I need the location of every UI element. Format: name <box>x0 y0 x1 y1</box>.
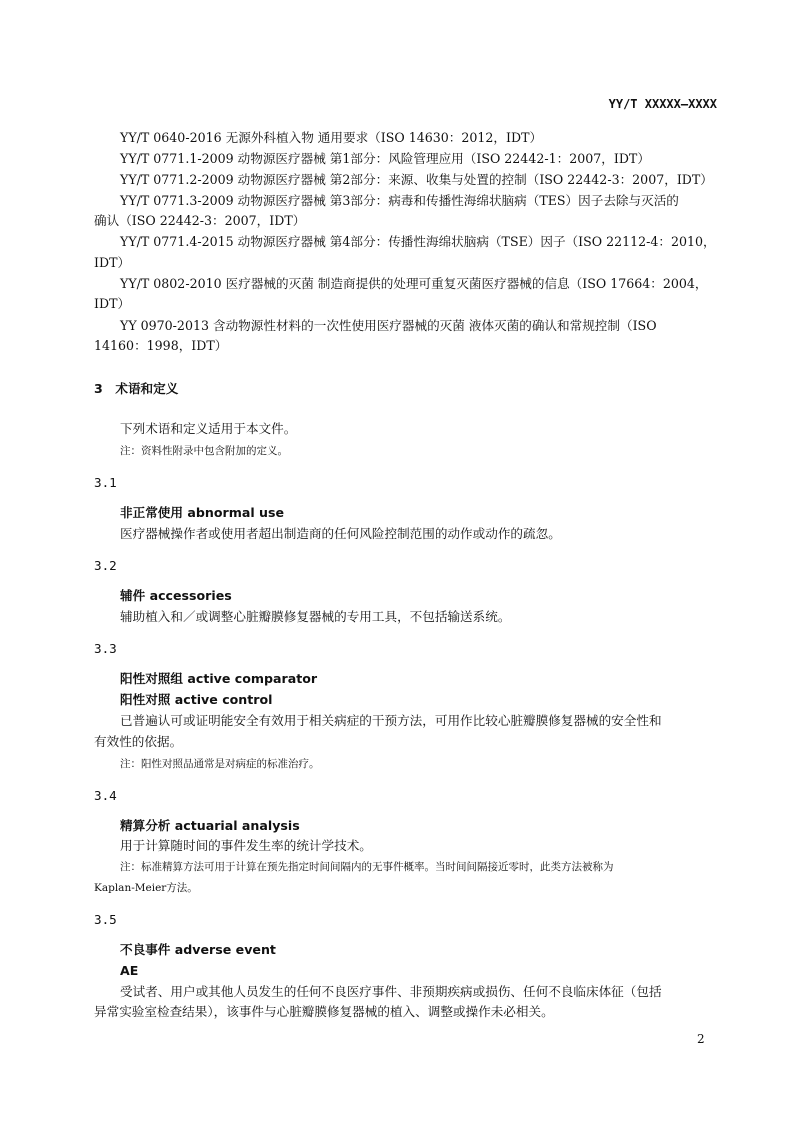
reference-line: YY 0970-2013 含动物源性材料的一次性使用医疗器械的灭菌 液体灭菌的确认和常规控制（ISO <box>120 318 657 333</box>
reference-line: YY/T 0640-2016 无源外科植入物 通用要求（ISO 14630：2012，IDT） <box>120 130 543 145</box>
term-synonym: 阳性对照 active control <box>120 692 273 707</box>
term-definition: 已普遍认可或证明能安全有效用于相关病症的干预方法，可用作比较心脏瓣膜修复器械的安全性和 <box>120 713 662 728</box>
term-title: 辅件 accessories <box>120 588 232 603</box>
section-intro: 下列术语和定义适用于本文件。 <box>120 421 297 436</box>
term-title: 非正常使用 abnormal use <box>120 505 285 520</box>
section-note: 注：资料性附录中包含附加的定义。 <box>120 445 288 457</box>
term-number: 3.3 <box>94 641 117 656</box>
term-number: 3.2 <box>94 558 117 573</box>
term-definition: 用于计算随时间的事件发生率的统计学技术。 <box>120 838 372 853</box>
reference-line: YY/T 0771.4-2015 动物源医疗器械 第4部分：传播性海绵状脑病（TSE）因子（ISO 22112-4：2010， <box>120 234 716 249</box>
term-note: 注：阳性对照品通常是对病症的标准治疗。 <box>120 758 320 770</box>
term-number: 3.1 <box>94 475 117 490</box>
reference-line: 确认（ISO 22442-3：2007，IDT） <box>94 213 306 228</box>
term-number: 3.4 <box>94 788 117 803</box>
document-code-header: YY/T XXXXX—XXXX <box>608 97 717 111</box>
reference-line: 14160：1998，IDT） <box>94 338 228 353</box>
term-title: 阳性对照组 active comparator <box>120 671 318 686</box>
term-definition: 医疗器械操作者或使用者超出制造商的任何风险控制范围的动作或动作的疏忽。 <box>120 526 561 541</box>
page-number: 2 <box>697 1032 705 1046</box>
reference-line: YY/T 0771.3-2009 动物源医疗器械 第3部分：病毒和传播性海绵状脑病（TES）因子去除与灭活的 <box>120 193 679 208</box>
reference-line: IDT） <box>94 255 131 270</box>
term-title: 不良事件 adverse event <box>120 942 276 957</box>
term-abbreviation: AE <box>120 963 139 978</box>
reference-line: YY/T 0771.1-2009 动物源医疗器械 第1部分：风险管理应用（ISO 22442-1：2007，IDT） <box>120 151 650 166</box>
term-note: 注：标准精算方法可用于计算在预先指定时间间隔内的无事件概率。当时间间隔接近零时，此类方法被称为 <box>120 861 614 873</box>
reference-line: YY/T 0771.2-2009 动物源医疗器械 第2部分：来源、收集与处置的控制（ISO 22442-3：2007，IDT） <box>120 172 713 187</box>
section-heading: 3 术语和定义 <box>94 381 179 396</box>
reference-line: IDT） <box>94 296 131 311</box>
term-title: 精算分析 actuarial analysis <box>120 818 300 833</box>
term-definition: 辅助植入和／或调整心脏瓣膜修复器械的专用工具，不包括输送系统。 <box>120 609 511 624</box>
reference-line: YY/T 0802-2010 医疗器械的灭菌 制造商提供的处理可重复灭菌医疗器械的信息（ISO 17664：2004， <box>120 276 708 291</box>
term-definition-cont: 有效性的依据。 <box>94 734 183 749</box>
term-definition: 受试者、用户或其他人员发生的任何不良医疗事件、非预期疾病或损伤、任何不良临床体征（包括 <box>120 984 662 999</box>
term-definition-cont: 异常实验室检查结果），该事件与心脏瓣膜修复器械的植入、调整或操作未必相关。 <box>94 1004 554 1019</box>
term-number: 3.5 <box>94 912 117 927</box>
term-note-cont: Kaplan-Meier方法。 <box>94 882 198 894</box>
